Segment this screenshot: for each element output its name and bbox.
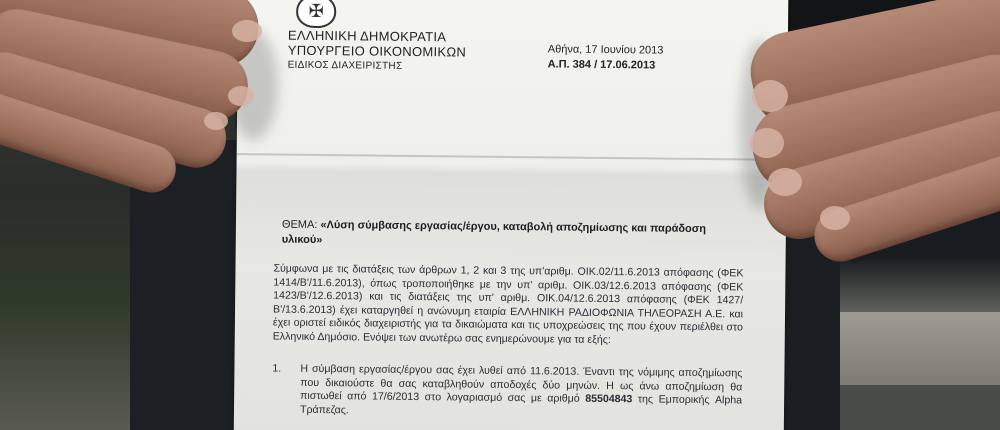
item-text-after: της Εμπορικής Alpha Τράπεζας. (299, 393, 743, 417)
fingernail (752, 80, 788, 112)
letter-document (234, 0, 789, 430)
fingernail (768, 168, 802, 196)
letter-header (288, 28, 467, 75)
background-wall (825, 312, 1000, 392)
fingernail (232, 20, 262, 42)
header-line-administrator: ΕΙΔΙΚΟΣ ΔΙΑΧΕΙΡΙΣΤΗΣ (287, 59, 403, 72)
fingernail (750, 128, 784, 158)
right-hand (740, 0, 1000, 240)
left-hand (0, 0, 290, 170)
fingernail (204, 112, 228, 130)
header-line-ministry: ΥΠΟΥΡΓΕΙΟ ΟΙΚΟΝΟΜΙΚΩΝ (287, 42, 467, 60)
subject-text: «Λύση σύμβασης εργασίας/έργου, καταβολή αποζημίωσης και παράδοση υλικού» (281, 219, 707, 247)
account-number: 85504843 (585, 392, 633, 406)
numbered-item-1 (272, 362, 743, 417)
paper-fold-line (237, 153, 787, 161)
fingernail (228, 86, 254, 106)
subject-label: ΘΕΜΑ: (281, 218, 318, 231)
subject-line (282, 218, 722, 253)
body-paragraph: Σύμφωνα με τις διατάξεις των άρθρων 1, 2 και 3 της υπ'αριθμ. ΟΙΚ.02/11.6.2013 απόφασης (ΦΕΚ 1414/Β'/11.6.2013), όπως τροποποιήθηκε με την υπ' αριθμ. ΟΙΚ.03/12.6.2013 απόφασης (ΦΕΚ 1423/Β'/12.6.2013) και τις διατάξεις της υπ' αριθμ. ΟΙΚ.04/12.6.2013 απόφασης (ΦΕΚ 1427/Β'/13.6.2013) έχει καταργηθεί η ανώνυμη εταιρία ΕΛΛΗΝΙΚΗ ΡΑΔΙΟΦΩΝΙΑ ΤΗΛΕΟΡΑΣΗ Α.Ε. και έχει οριστεί ειδικός διαχειριστής για τα δικαιώματα και τις υποχρεώσεις της που έχουν περιέλθει στο Ελληνικό Δημόσιο. Ενόψει των ανωτέρω σας ενημερώνουμε για τα εξής: (272, 262, 744, 347)
letter-date: Αθήνα, 17 Ιουνίου 2013 (547, 43, 664, 57)
background-pavement (820, 385, 1000, 430)
date-block (548, 42, 664, 73)
item-number: 1. (272, 362, 282, 375)
greek-emblem-icon (296, 0, 336, 28)
fingernail (820, 206, 850, 230)
header-line-republic: ΕΛΛΗΝΙΚΗ ΔΗΜΟΚΡΑΤΙΑ (287, 27, 447, 45)
emblem-glyph: ✠ (308, 0, 324, 22)
protocol-number: Α.Π. 384 / 17.06.2013 (547, 58, 656, 72)
item-text-before: Η σύμβαση εργασίας/έργου σας έχει λυθεί από 11.6.2013. Έναντι της νόμιμης αποζημίωσης που δικαιούστε θα σας καταβληθούν αποδοχές δύο μηνών. Η ως άνω αποζημίωση θα πιστωθεί από 17/6/2013 στο λογαριασμό σας με αριθμό (300, 362, 743, 405)
item-text (300, 363, 743, 422)
